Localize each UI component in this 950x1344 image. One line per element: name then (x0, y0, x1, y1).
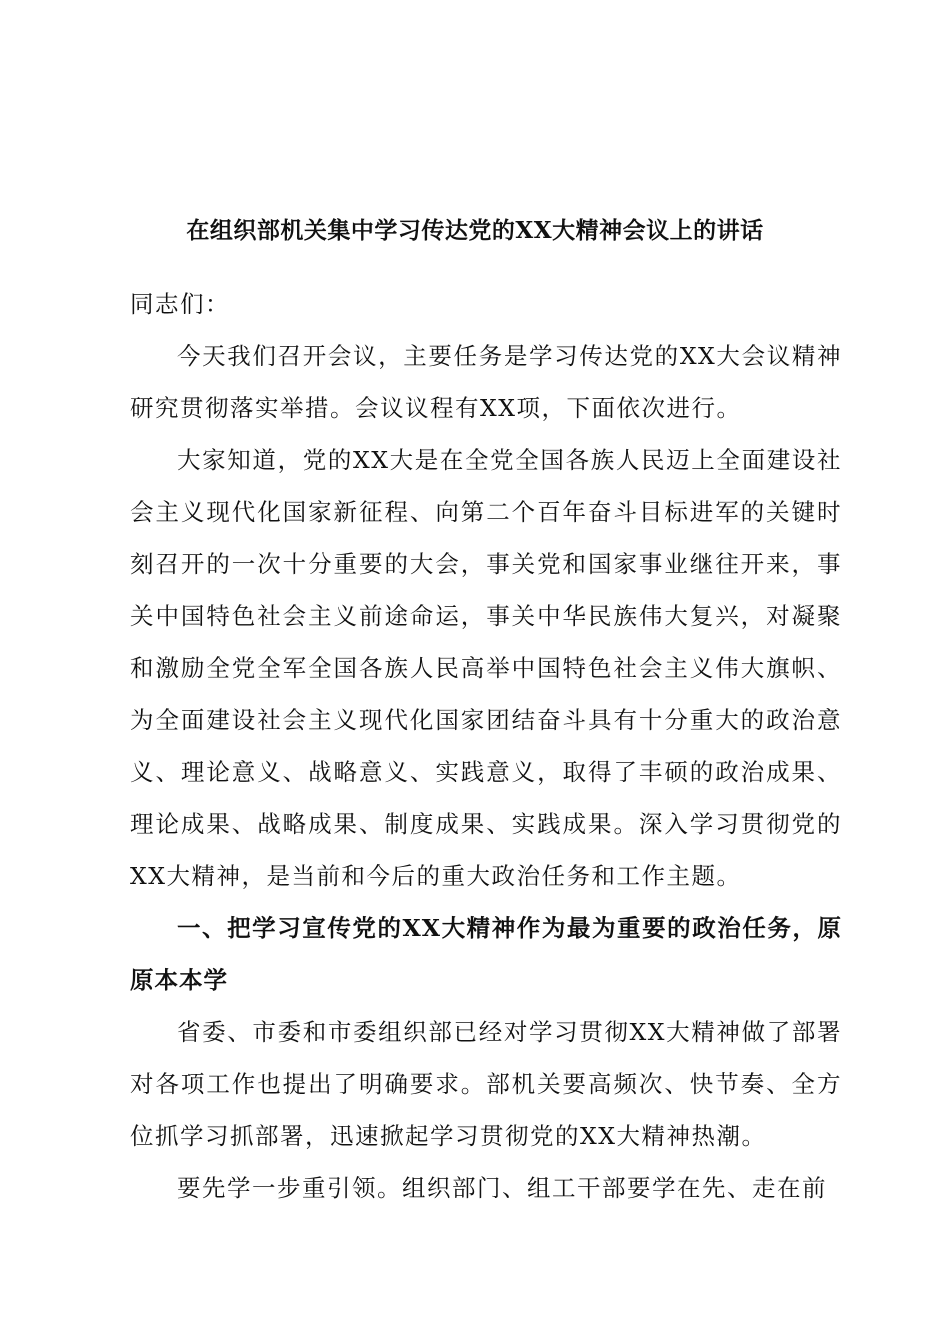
section-heading: 一、把学习宣传党的XX大精神作为最为重要的政治任务，原原本本学 (130, 914, 842, 994)
document-title: 在组织部机关集中学习传达党的XX大精神会议上的讲话 (186, 217, 764, 244)
salutation: 同志们： (130, 290, 230, 318)
paragraph-opening: 今天我们召开会议，主要任务是学习传达党的XX大会议精神研究贯彻落实举措。会议议程有XX项，下面依次进行。 (130, 342, 842, 422)
paragraph-lead-learning: 要先学一步重引领。组织部门、组工干部要学在先、走在前 (177, 1174, 827, 1202)
paragraph-deployment: 省委、市委和市委组织部已经对学习贯彻XX大精神做了部署对各项工作也提出了明确要求。部机关要高频次、快节奏、全方位抓学习抓部署，迅速掀起学习贯彻党的XX大精神热潮。 (130, 1018, 842, 1150)
document-body (130, 278, 842, 1214)
paragraph-significance: 大家知道，党的XX大是在全党全国各族人民迈上全面建设社会主义现代化国家新征程、向第二个百年奋斗目标进军的关键时刻召开的一次十分重要的大会，事关党和国家事业继往开来，事关中国特色社会主义前途命运，事关中华民族伟大复兴，对凝聚和激励全党全军全国各族人民高举中国特色社会主义伟大旗帜、为全面建设社会主义现代化国家团结奋斗具有十分重大的政治意义、理论意义、战略意义、实践意义，取得了丰硕的政治成果、理论成果、战略成果、制度成果、实践成果。深入学习贯彻党的XX大精神，是当前和今后的重大政治任务和工作主题。 (130, 446, 842, 890)
